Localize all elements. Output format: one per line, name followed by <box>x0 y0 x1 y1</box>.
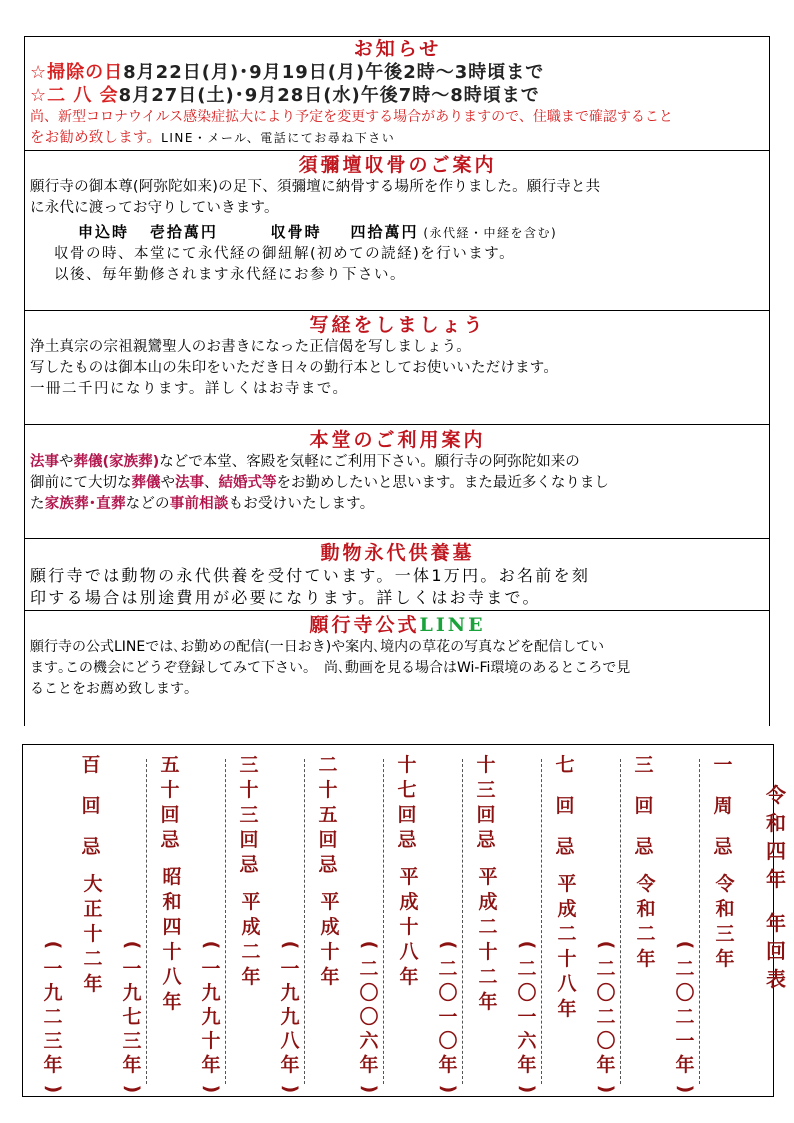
memorial-era: 平 成 二 年 <box>241 891 261 988</box>
memorial-era: 平 成 二 十 八 年 <box>557 873 577 1020</box>
memorial-era: 平 成 二 十 二 年 <box>478 866 498 1013</box>
memorial-column: 七 回 忌 <box>555 754 575 858</box>
memorial-column: 三 十 三 回 忌 <box>239 754 259 876</box>
pet-memorial-text-1: 願行寺では動物の永代供養を受付ています。一体1万円。お名前を刻 <box>30 566 591 585</box>
memorial-column: 十 七 回 忌 <box>397 754 417 851</box>
memorial-year: ( 二 〇 一 〇 年 ) <box>437 940 459 1094</box>
shakyo-section <box>25 311 769 425</box>
memorial-year: ( 一 九 二 三 年 ) <box>42 940 64 1094</box>
shumidan-text-4: 収骨の時、本堂にて永代経の御紐解(初めての読経)を行います。 <box>54 246 516 262</box>
memorial-era: 令 和 二 年 <box>636 873 656 970</box>
memorial-year: ( 一 九 九 十 年 ) <box>200 940 222 1094</box>
line-official-title: 願行寺公式LINE <box>309 614 486 636</box>
memorial-year: ( 一 九 七 三 年 ) <box>121 940 143 1094</box>
memorial-year: ( 二 〇 二 〇 年 ) <box>595 940 617 1094</box>
shakyo-text-3: 一冊二千円になります。詳しくはお寺まで。 <box>30 381 349 397</box>
shumidan-text-5: 以後、毎年勤修されます永代経にお参り下さい。 <box>54 267 406 283</box>
memorial-era: 平 成 十 年 <box>320 891 340 988</box>
line-official-section <box>25 611 769 727</box>
pet-memorial-section <box>25 539 769 611</box>
nihachi-kai-line: ☆二 八 会8月27日(土)･9月28日(水)午後7時～8時頃まで <box>30 85 540 106</box>
column-divider <box>383 759 384 1084</box>
memorial-column: 三 回 忌 <box>634 754 654 858</box>
shumidan-section <box>25 151 769 311</box>
shumidan-text-1: 願行寺の御本尊(阿弥陀如来)の足下、須彌壇に納骨する場所を作りました。願行寺と共 <box>30 179 601 195</box>
hondo-section <box>25 425 769 539</box>
memorial-era: 平 成 十 八 年 <box>399 866 419 988</box>
column-divider <box>146 759 147 1084</box>
memorial-column: 五 十 回 忌 <box>160 754 180 851</box>
memorial-table-heading: 令 和 四 年 年 回 表 <box>766 783 786 991</box>
column-divider <box>620 759 621 1084</box>
hondo-title: 本堂のご利用案内 <box>309 429 486 451</box>
shumidan-text-2: に永代に渡ってお守りしていきます。 <box>30 200 279 216</box>
column-divider <box>304 759 305 1084</box>
line-official-text-1: 願行寺の公式LINEでは､お勤めの配信(一日おき)や案内､境内の草花の写真などを配信してい <box>30 639 605 655</box>
pet-memorial-title: 動物永代供養墓 <box>320 542 475 564</box>
memorial-column: 二 十 五 回 忌 <box>318 754 338 876</box>
hondo-text-1: 法事や葬儀(家族葬)などで本堂、客殿を気軽にご利用下さい。願行寺の阿弥陀如来の <box>30 454 580 470</box>
covid-notice: 尚、新型コロナウイルス感染症拡大により予定を変更する場合がありますので、住職まで確認すること <box>30 109 673 125</box>
memorial-column: 一 周 忌 <box>713 754 733 858</box>
shumidan-prices: 申込時 壱拾萬円 収骨時 四拾萬円 (永代経・中経を含む) <box>78 223 558 241</box>
column-divider <box>225 759 226 1084</box>
announcement-board <box>24 36 770 726</box>
line-official-text-3: ることをお薦め致します｡ <box>30 681 191 697</box>
notice-title: お知らせ <box>353 38 442 60</box>
pet-memorial-text-2: 印する場合は別途費用が必要になります。詳しくはお寺まで。 <box>30 588 541 607</box>
shumidan-title: 須彌壇収骨のご案内 <box>298 154 497 176</box>
memorial-year: ( 二 〇 〇 六 年 ) <box>358 940 380 1094</box>
memorial-era: 大 正 十 二 年 <box>83 873 103 995</box>
shakyo-text-1: 浄土真宗の宗祖親鸞聖人のお書きになった正信偈を写しましょう。 <box>30 339 471 355</box>
column-divider <box>541 759 542 1084</box>
hondo-text-3: た家族葬･直葬などの事前相談もお受けいたします。 <box>30 496 375 512</box>
hondo-text-2: 御前にて大切な葬儀や法事、結婚式等をお勤めしたいと思います。また最近多くなりまし <box>30 475 609 491</box>
memorial-year: ( 二 〇 二 一 年 ) <box>674 940 696 1094</box>
line-official-text-2: ます｡この機会にどうぞ登録してみて下さい｡ 尚､動画を見る場合はWi-Fi環境のあるところで見 <box>30 660 631 676</box>
cleaning-day-line: ☆掃除の日8月22日(月)･9月19日(月)午後2時～3時頃まで <box>30 62 545 83</box>
memorial-year-table <box>22 744 786 1097</box>
memorial-year: ( 二 〇 一 六 年 ) <box>516 940 538 1094</box>
memorial-column: 十 三 回 忌 <box>476 754 496 851</box>
notice-section <box>25 37 769 151</box>
shakyo-text-2: 写したものは御本山の朱印をいただき日々の勤行本としてお使いいただけます。 <box>30 360 559 376</box>
memorial-era: 令 和 三 年 <box>715 873 735 970</box>
memorial-column: 百 回 忌 <box>81 754 101 858</box>
memorial-year: ( 一 九 九 八 年 ) <box>279 940 301 1094</box>
column-divider <box>699 759 700 1084</box>
memorial-era: 昭 和 四 十 八 年 <box>162 866 182 1013</box>
column-divider <box>462 759 463 1084</box>
covid-notice-cont: をお勧め致します。LINE・メール、電話にてお尋ね下さい <box>30 130 396 146</box>
shakyo-title: 写経をしましょう <box>309 314 486 336</box>
